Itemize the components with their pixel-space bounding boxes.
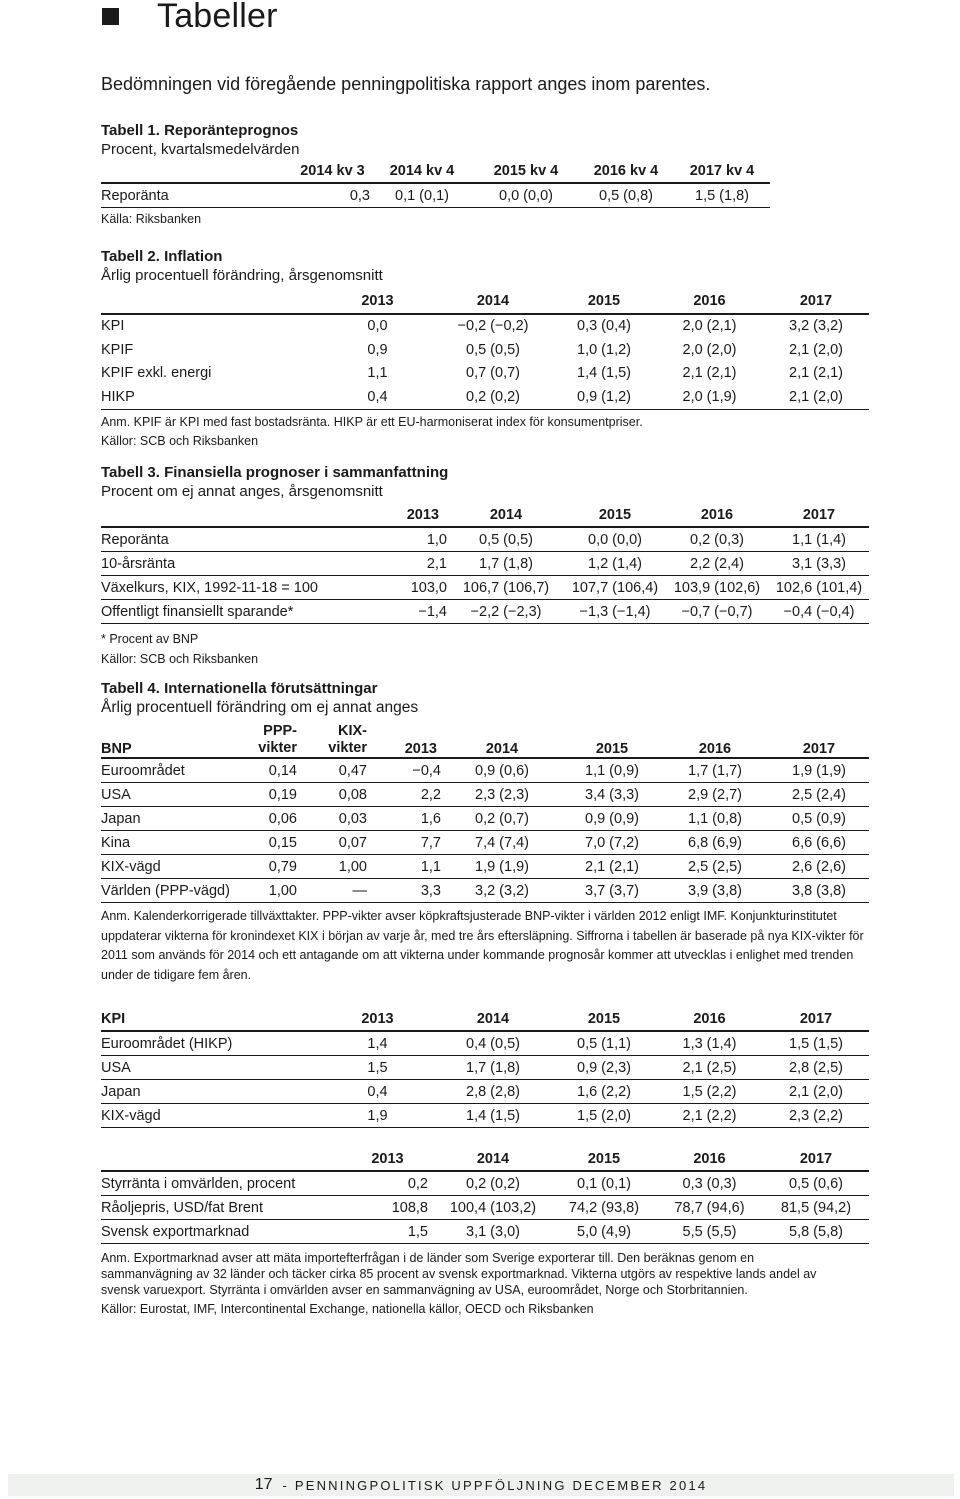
intro-text: Bedömningen vid föregående penningpolitiska rapport anges inom parentes. [101, 74, 711, 94]
page-number: 17 [254, 1476, 273, 1493]
table-3-title: Tabell 3. Finansiella prognoser i sammanfattning [101, 464, 449, 481]
table-row: USA 0,19 0,08 2,2 2,3 (2,3) 3,4 (3,3) 2,9 (2,7) 2,5 (2,4) [101, 783, 869, 807]
table-1-source: Källa: Riksbanken [101, 212, 202, 226]
table-4-subtitle: Årlig procentuell förändring om ej annat anges [101, 699, 419, 716]
table-row: Växelkurs, KIX, 1992-11-18 = 100 103,0 106,7 (106,7) 107,7 (106,4) 103,9 (102,6) 102,6 (101,4) [101, 576, 869, 600]
table-3-section [101, 463, 869, 669]
table-4-title: Tabell 4. Internationella förutsättningar [101, 680, 378, 697]
table-row: Euroområdet 0,14 0,47 −0,4 0,9 (0,6) 1,1 (0,9) 1,7 (1,7) 1,9 (1,9) [101, 758, 869, 783]
table-row: USA 1,5 1,7 (1,8) 0,9 (2,3) 2,1 (2,5) 2,8 (2,5) [101, 1056, 869, 1080]
table-row: Reporänta 1,0 0,5 (0,5) 0,0 (0,0) 0,2 (0,3) 1,1 (1,4) [101, 527, 869, 552]
table-row: Kina 0,15 0,07 7,7 7,4 (7,4) 7,0 (7,2) 6,8 (6,9) 6,6 (6,6) [101, 831, 869, 855]
table-4-bnp-note: Anm. Kalenderkorrigerade tillväxttakter. PPP-vikter avser köpkraftsjusterade BNP-vikter i världen 2012 enligt IMF. Konjunkturinstitutet uppdaterar vikterna för kronindexet KIX i början av varje år, med tre års eftersläpning. Siffrorna i tabellen är baserade på nya KIX-vikter för 2011 som används för 2014 och ett antagande om att vikterna under kommande prognosår kommer att utvecklas i enlighet med trenden under de tidigare fem åren. [101, 909, 864, 982]
table-row: Svensk exportmarknad 1,5 3,1 (3,0) 5,0 (4,9) 5,5 (5,5) 5,8 (5,8) [101, 1220, 869, 1244]
ppp-header: PPP- vikter [241, 719, 305, 758]
table-row: Styrränta i omvärlden, procent 0,2 0,2 (0,2) 0,1 (0,1) 0,3 (0,3) 0,5 (0,6) [101, 1171, 869, 1196]
table-row: HIKP 0,4 0,2 (0,2) 0,9 (1,2) 2,0 (1,9) 2,1 (2,0) [101, 385, 869, 409]
table-2-source: Källor: SCB och Riksbanken [101, 434, 259, 448]
table-1-subtitle: Procent, kvartalsmedelvärden [101, 141, 300, 158]
table-4-bnp [101, 719, 869, 903]
table-3 [101, 503, 869, 624]
table-4-other-note: Anm. Exportmarknad avser att mäta importefterfrågan i de länder som Sverige exporterar till. Den beräknas genom en sammanvägning av 32 länder och täcker cirka 85 procent av svensk exportmarknad. Vikterna utgörs av respektive lands andel av svensk varuexport. Styrränta i omvärlden avser en sammanvägning av USA, euroområdet, Norge och Storbritannien. [101, 1251, 817, 1297]
table-header-row: 2014 kv 3 2014 kv 4 2015 kv 4 2016 kv 4 2017 kv 4 [101, 159, 770, 183]
table-row: 10-årsränta 2,1 1,7 (1,8) 1,2 (1,4) 2,2 (2,4) 3,1 (3,3) [101, 552, 869, 576]
table-row: Euroområdet (HIKP) 1,4 0,4 (0,5) 0,5 (1,1) 1,3 (1,4) 1,5 (1,5) [101, 1031, 869, 1056]
table-row: Råoljepris, USD/fat Brent 108,8 100,4 (103,2) 74,2 (93,8) 78,7 (94,6) 81,5 (94,2) [101, 1196, 869, 1220]
table-1-section [101, 121, 770, 230]
table-row: Världen (PPP-vägd) 1,00 — 3,3 3,2 (3,2) 3,7 (3,7) 3,9 (3,8) 3,8 (3,8) [101, 879, 869, 903]
table-row: Offentligt finansiellt sparande* −1,4 −2,2 (−2,3) −1,3 (−1,4) −0,7 (−0,7) −0,4 (−0,4) [101, 600, 869, 624]
table-2-subtitle: Årlig procentuell förändring, årsgenomsnitt [101, 267, 383, 284]
table-3-footnote: * Procent av BNP [101, 632, 199, 646]
table-header-row: KPI 2013 2014 2015 2016 2017 [101, 1007, 869, 1031]
table-2 [101, 289, 869, 410]
table-row: Japan 0,4 2,8 (2,8) 1,6 (2,2) 1,5 (2,2) 2,1 (2,0) [101, 1080, 869, 1104]
footer-text: - PENNINGPOLITISK UPPFÖLJNING DECEMBER 2014 [282, 1477, 708, 1493]
table-row: KIX-vägd 0,79 1,00 1,1 1,9 (1,9) 2,1 (2,1) 2,5 (2,5) 2,6 (2,6) [101, 855, 869, 879]
page-footer [8, 1474, 954, 1496]
table-row: KPIF exkl. energi 1,1 0,7 (0,7) 1,4 (1,5) 2,1 (2,1) 2,1 (2,1) [101, 365, 843, 382]
bullet-square-icon [102, 8, 119, 25]
table-2-section [101, 247, 869, 452]
kix-header: KIX- vikter [305, 719, 377, 758]
table-row: KPI 0,0 −0,2 (−0,2) 0,3 (0,4) 2,0 (2,1) 3,2 (3,2) [101, 318, 843, 335]
page-title: Tabeller [157, 0, 278, 35]
table-header-row: BNP PPP- vikter KIX- vikter 2013 2014 2015 2016 2017 [101, 719, 869, 758]
table-row: Japan 0,06 0,03 1,6 0,2 (0,7) 0,9 (0,9) 1,1 (0,8) 0,5 (0,9) [101, 807, 869, 831]
table-4-other [101, 1147, 869, 1244]
table-header-row: 2013 2014 2015 2016 2017 [101, 289, 869, 314]
table-4-section [101, 679, 869, 1320]
table-1 [101, 159, 770, 208]
table-row: KPIF 0,9 0,5 (0,5) 1,0 (1,2) 2,0 (2,0) 2,1 (2,0) [101, 341, 843, 358]
table-2-note: Anm. KPIF är KPI med fast bostadsränta. HIKP är ett EU-harmoniserat index för konsumentpriser. [101, 414, 643, 429]
table-4-kpi [101, 1007, 869, 1128]
table-1-title: Tabell 1. Reporänteprognos [101, 122, 299, 139]
table-3-source: Källor: SCB och Riksbanken [101, 651, 259, 666]
table-header-row: 2013 2014 2015 2016 2017 [101, 503, 869, 527]
table-row: KIX-vägd 1,9 1,4 (1,5) 1,5 (2,0) 2,1 (2,2) 2,3 (2,2) [101, 1104, 869, 1128]
table-4-source: Källor: Eurostat, IMF, Intercontinental Exchange, nationella källor, OECD och Riksbanken [101, 1302, 594, 1316]
table-2-title: Tabell 2. Inflation [101, 248, 223, 265]
table-3-subtitle: Procent om ej annat anges, årsgenomsnitt [101, 483, 383, 500]
section-heading [100, 0, 278, 38]
table-header-row: 2013 2014 2015 2016 2017 [101, 1147, 869, 1171]
table-row: Reporänta 0,3 0,1 (0,1) 0,0 (0,0) 0,5 (0,8) 1,5 (1,8) [101, 183, 770, 208]
